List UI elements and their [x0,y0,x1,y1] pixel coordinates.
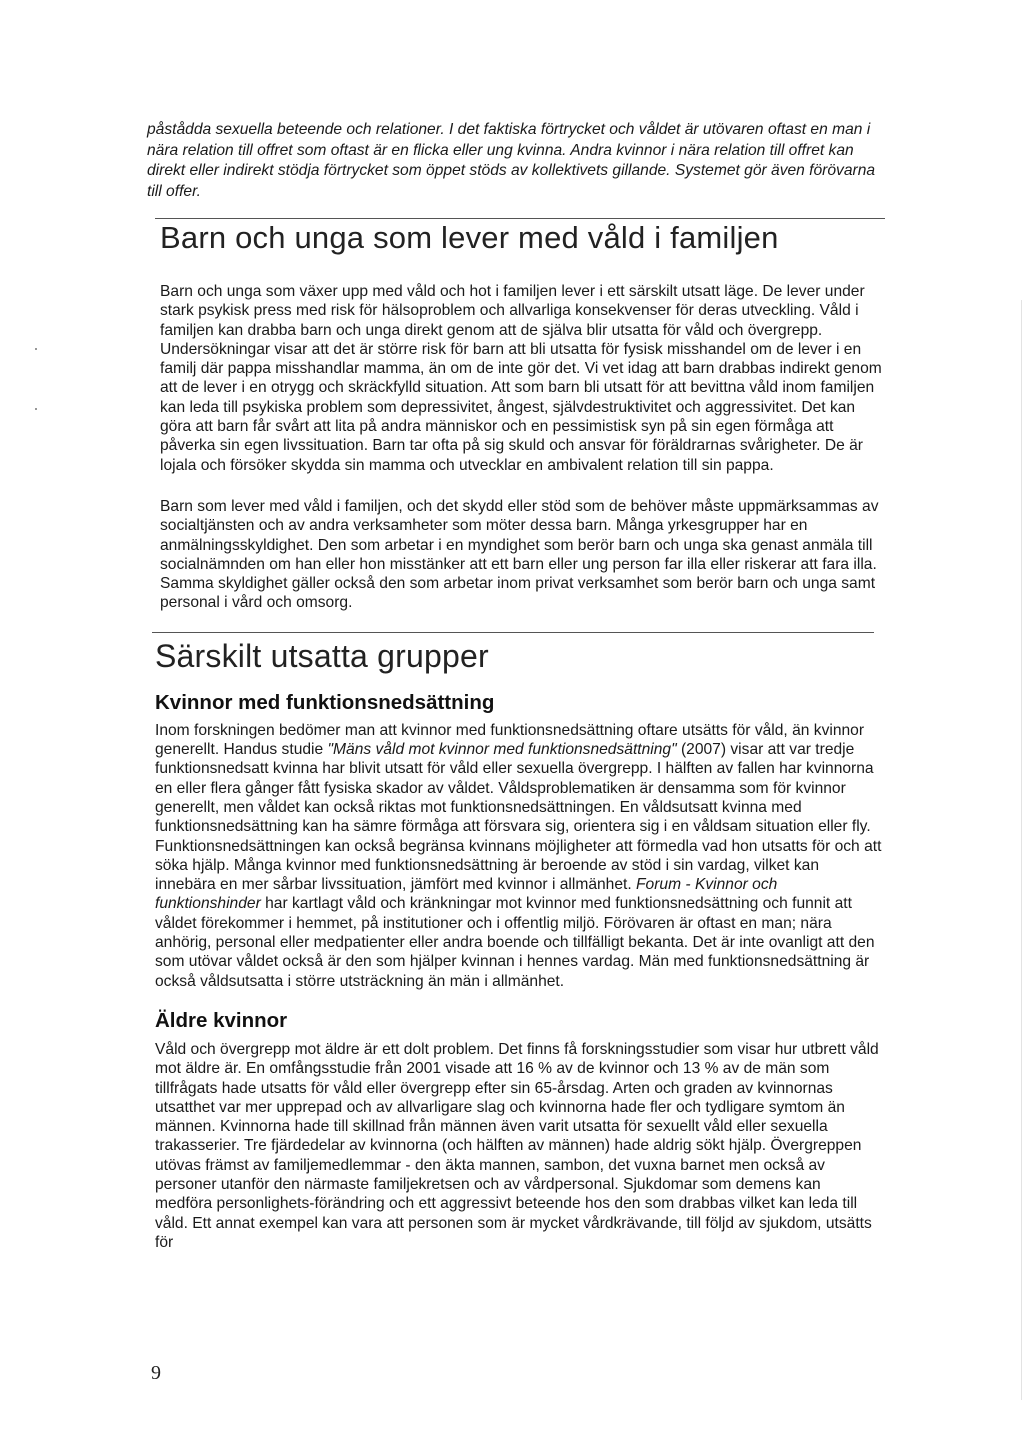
section-heading-barn: Barn och unga som lever med våld i familjen [160,220,779,255]
kvinnor-text-start: Inom forskningen bedömer man att kvinnor med funktionsnedsättning oftare utsätts för våld, än kvinnor generellt. Handus studie [155,721,865,759]
study-title: "Mäns våld mot kvinnor med funktionsnedsättning" [327,741,677,759]
section-divider [152,632,874,633]
aldre-paragraph: Våld och övergrepp mot äldre är ett dolt problem. Det finns få forskningsstudier som visar hur utbrett våld mot äldre är. En omfångsstudie från 2001 visade att 16 % av de kvinnor och 13 % av de män som tillfrågats hade utsatts för våld eller övergrepp efter sin 65-årsdag. Arten och graden av kvinnornas utsatthet var mer upprepad och av allvarligare slag och kvinnorna hade fler och tydligare symtom än männen. Kvinnorna hade till skillnad från männen även varit utsatta för sexuellt våld eller sexuella trakasserier. Tre fjärdedelar av kvinnorna (och hälften av männen) hade aldrig sökt hjälp. Övergreppen utövas främst av familjemedlemmar - den äkta mannen, sambon, det vuxna barnet men också av personer utanför den närmaste familjekretsen och av vårdpersonal. Sjukdomar som demens kan medföra personlighets-förändring och ett aggressivt beteende hos den som drabbas vilket kan leda till våld. Ett annat exempel kan vara att personen som är mycket vårdkrävande, till följd av sjukdom, utsätts för [155,1040,879,1251]
subheading-aldre: Äldre kvinnor [155,1008,288,1032]
scan-speck [35,348,37,350]
kvinnor-text-end: har kartlagt våld och kränkningar mot kvinnor med funktionsnedsättning och funnit att våldet förekommer i hemmet, på institutioner och i offentlig miljö. Förövaren är oftast en man; nära anhörig, personal eller medpatienter eller andra boende och tillfälligt bekanta. Det är inte ovanligt att den som utövar våldet också är den som hjälper kvinnan i hennes vardag. Män med funktionsnedsättning är också våldsutsatta i större utsträckning än män i allmänhet. [155,895,875,990]
forum-name: Forum - Kvinnor och funktionshinder [155,876,778,913]
scan-speck [35,408,37,410]
kvinnor-paragraph [155,721,882,991]
barn-paragraph-2: Barn som lever med våld i familjen, och det skydd eller stöd som de behöver måste uppmärksammas av socialtjänsten och av andra verksamheter som möter dessa barn. Många yrkesgrupper har en anmälningsskyldighet. Den som arbetar i en myndighet som berör barn och unga ska genast anmäla till socialnämnden om han eller hon misstänker att ett barn eller ung person far illa eller riskerar att fara illa. Samma skyldighet gäller också den som arbetar inom privat verksamhet som berör barn och unga samt personal i vård och omsorg. [160,497,879,612]
intro-paragraph: påstådda sexuella beteende och relationer. I det faktiska förtrycket och våldet är utövaren oftast en man i nära relation till offret som oftast är en flicka eller ung kvinna. Andra kvinnor i nära relation till offret kan direkt eller indirekt stödja förtrycket som öppet stöds av kollektivets gillande. Systemet gör även förövarna till offer. [147,121,876,200]
subheading-kvinnor: Kvinnor med funktionsnedsättning [155,690,495,714]
page-content [147,120,882,1252]
scan-edge-line [1021,300,1022,1400]
page-number: 9 [151,1362,161,1384]
barn-paragraph-1: Barn och unga som växer upp med våld och hot i familjen lever i ett särskilt utsatt läge. De lever under stark psykisk press med risk för hälsoproblem och allvarliga konsekvenser för deras utveckling. Våld i familjen kan drabba barn och unga direkt genom att de själva blir utsatta för våld och övergrepp. Undersökningar visar att det är större risk för barn att bli utsatta för fysisk misshandel om de lever i en familj där pappa misshandlar mamma, än om de inte gör det. Vi vet idag att barn drabbas indirekt genom att de lever i en otrygg och skräckfylld situation. Att som barn bli utsatt för att bevittna våld inom familjen kan leda till psykiska problem som depressivitet, ångest, självdestruktivitet och aggressivitet. Det kan göra att barn får svårt att lita på andra människor och en pessimistisk syn på sin egen förmåga att påverka sin egen livssituation. Barn tar ofta på sig skuld och ansvar för föräldrarnas svårigheter. De är lojala och försöker skydda sin mamma och utvecklar en ambivalent relation till sin pappa. [160,283,882,474]
section-heading-sarskilt: Särskilt utsatta grupper [155,637,489,674]
section-divider [155,218,885,219]
kvinnor-text-mid: (2007) visar att var tredje funktionsnedsatt kvinna har blivit utsatt för våld eller sexuella övergrepp. I hälften av fallen har kvinnorna en eller flera gånger fått fysiska skador av våldet. Våldsproblematiken är densamma som för kvinnor generellt, men våldet kan också riktas mot funktionsnedsättningen. En våldsutsatt kvinna med funktionsnedsättning kan ha sämre förmåga att försvara sig, orientera sig i en våldsam situation eller fly. Funktionsnedsättningen kan också begränsa kvinnans möjligheter att förmedla vad hon utsatts för och att söka hjälp. Många kvinnor med funktionsnedsättning är beroende av stöd i sin vardag, vilket kan innebära en mer sårbar livssituation, jämfört med kvinnor i allmänhet. [155,741,882,894]
